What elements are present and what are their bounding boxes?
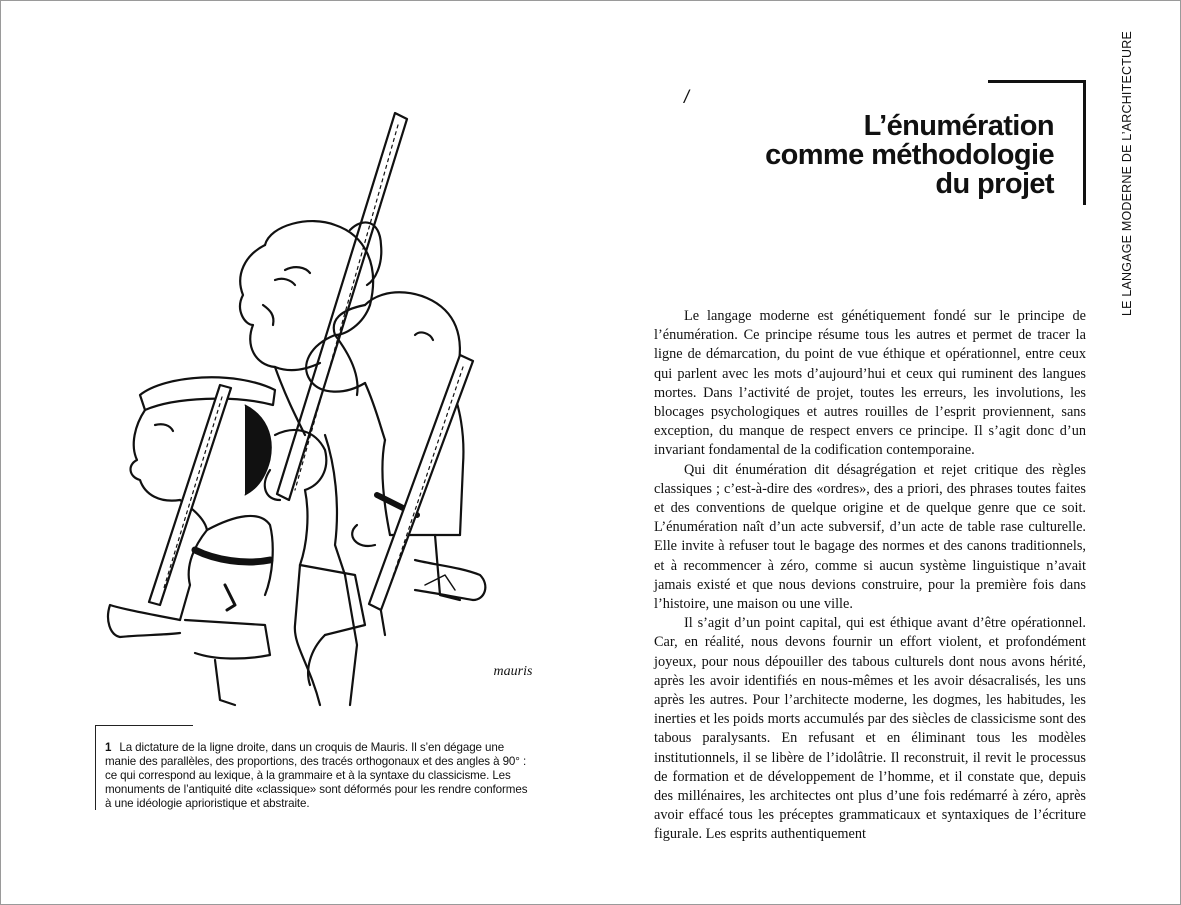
chapter-title-line: du projet — [935, 168, 1054, 200]
chapter-title-line: L’énumération — [863, 110, 1054, 142]
ruler-icon — [369, 355, 473, 610]
body-paragraph: Le langage moderne est génétiquement fondé sur le principe de l’énumération. Ce principe résume tous les autres et permet de tracer la ligne de démarcation, du point de vue éthique et opérationnel, entre ceux qui parlent avec les mots d’aujourd’hui et ceux qui ruminent des langues mortes. Dans l’activité de projet, toutes les erreurs, les involutions, les blocages psychologiques et autres rouilles de l’esprit proviennent, sans exception, du manque de respect envers ce principe. Il s’agit donc d’un invariant fondamental de la codification contemporaine. — [654, 308, 1086, 459]
ruler-icon — [277, 113, 407, 500]
title-rule — [988, 80, 1086, 83]
chapter-title-line: comme méthodologie — [765, 139, 1054, 171]
body-text — [654, 307, 1086, 845]
chapter-title — [724, 112, 1054, 199]
figure-caption — [105, 741, 535, 811]
chapter-marker: / — [684, 87, 690, 107]
artist-signature: mauris — [493, 664, 533, 679]
body-paragraph: Qui dit énumération dit désagrégation et rejet critique des règles classiques ; c’est-à-dire des «ordres», des a priori, des phrases toutes faites et des conventions de quelque origine et de quelque genre que ce soit. L’énumération naît d’un acte subversif, d’un acte de table rase culturelle. Elle invite à refuser tout le bagage des normes et des canons traditionnels, et à recommencer à zéro, comme si aucun système linguistique n’avait jamais existé et que nous devions construire, pour la première fois dans l’histoire, une maison ou une ville. — [654, 461, 1086, 613]
figure-cap-man — [108, 377, 275, 705]
caption-rule — [95, 725, 96, 810]
caption-number: 1 — [105, 741, 112, 754]
caption-rule — [95, 725, 193, 726]
cartoon-illustration — [95, 105, 545, 715]
title-rule — [1083, 80, 1086, 205]
body-paragraph: Il s’agit d’un point capital, qui est éthique avant d’être opérationnel. Car, en réalité, nous devons fournir un effort violent, et profondément joyeux, pour nous dépouiller des tabous culturels dont nous avons hérité, après les avoir identifiés en nous-mêmes et les avoir désacralisés, les uns après les autres. Pour l’architecte moderne, les dogmes, les habitudes, les inerties et les poids morts accumulés par des siècles de classicisme sont des tabous paralysants. En refusant et en éliminant tous les modèles institutionnels, il se libère de l’idolâtrie. Il reconstruit, il revit le processus de formation et de développement de l’homme, et il constate que, depuis des millénaires, les architectes ont plus d’une fois redémarré à zéro, après avoir effacé tous les préceptes grammaticaux et syntaxiques de l’écriture figurale. Les esprits authentiquement — [654, 615, 1086, 843]
ruler-icon — [149, 385, 231, 605]
caption-text: La dictature de la ligne droite, dans un croquis de Mauris. Il s’en dégage une manie des parallèles, des proportions, des tracés orthogonaux et des angles à 90° : ce qui correspond au lexique, à la grammaire et à la syntaxe du classicisme. Les monuments de l’antiquité dite «classique» sont déformés pour les rendre conformes à une idéologie aprioristique et abstraite. — [105, 741, 528, 810]
running-head: LE LANGAGE MODERNE DE L’ARCHITECTURE — [1120, 30, 1134, 316]
